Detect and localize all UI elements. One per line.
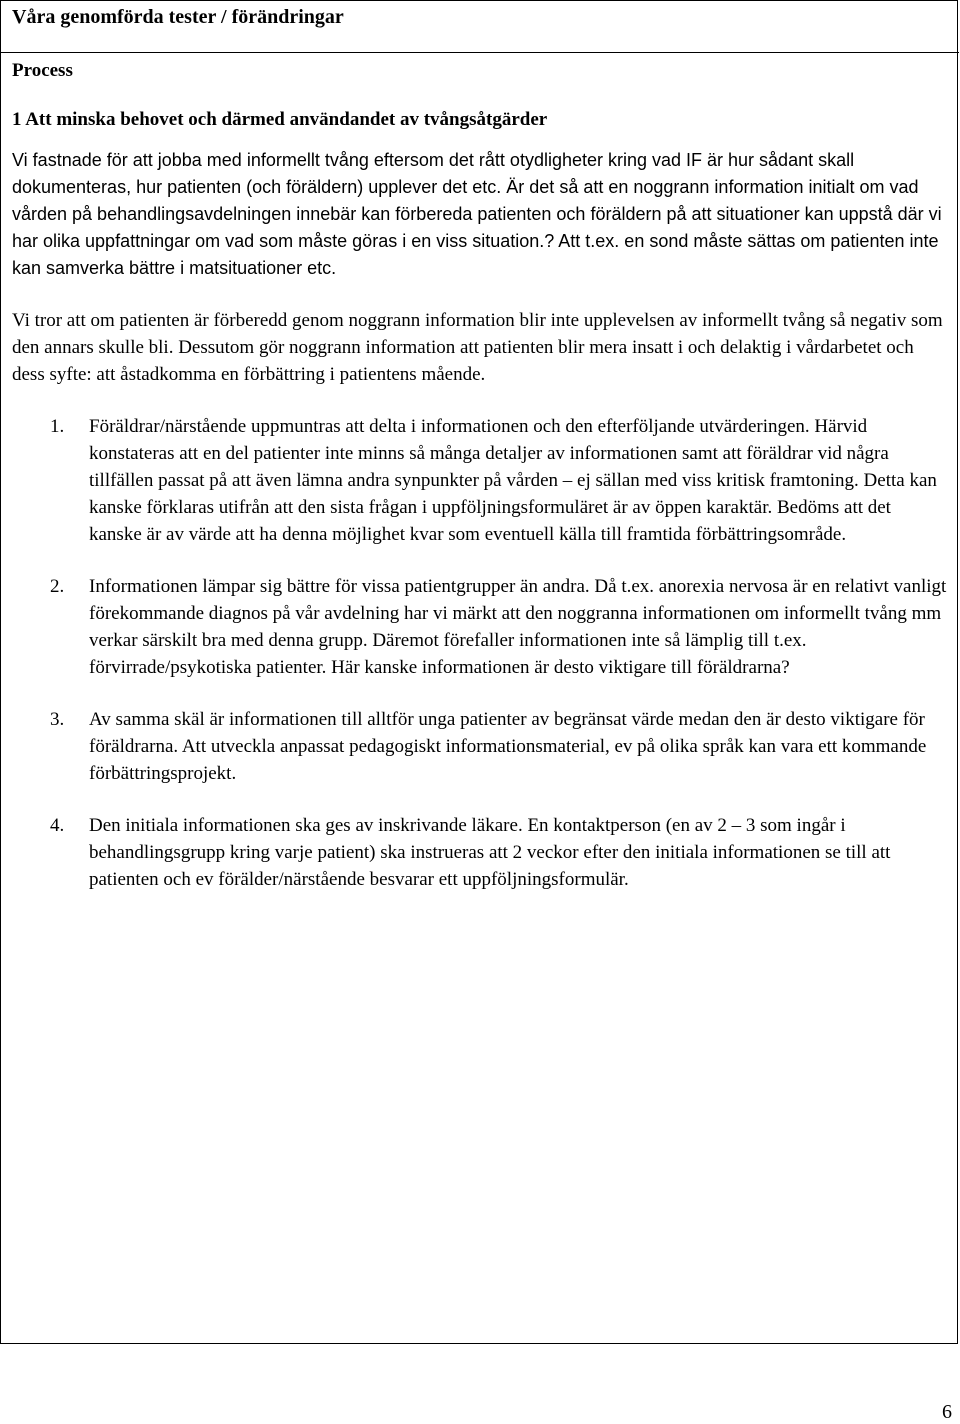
list-item: [12, 706, 947, 787]
list-item-number: 4.: [50, 815, 65, 836]
section-heading-goal: 1 Att minska behovet och därmed användandet av tvångsåtgärder: [12, 109, 548, 130]
list-item: [12, 812, 947, 893]
list-item: [12, 413, 947, 548]
list-item-number: 3.: [50, 709, 65, 730]
page-number: 6: [942, 1401, 952, 1423]
page-title: Våra genomförda tester / förändringar: [12, 6, 344, 28]
list-item: [12, 573, 947, 681]
paragraph-background: Vi fastnade för att jobba med informellt tvång eftersom det rått otydligheter kring vad IF är hur sådant skall dokumenteras, hur patienten (och föräldern) upplever det etc. Är det så att en noggrann information initialt om vad vården på behandlingsavdelningen innebär kan förbereda patienten och föräldern på att situationer kan uppstå där vi har olika uppfattningar om vad som måste göras i en viss situation.? Att t.ex. en sond måste sättas om patienten inte kan samverka bättre i matsituationer etc.: [12, 150, 942, 278]
list-item-text: Den initiala informationen ska ges av inskrivande läkare. En kontaktperson (en av 2 – 3 som ingår i behandlingsgrupp kring varje patient) ska instrueras att 2 veckor efter den initiala informationen se till att patienten och ev förälder/närstående besvarar ett uppföljningsformulär.: [89, 815, 891, 890]
list-item-number: 1.: [50, 416, 65, 437]
paragraph-rationale: Vi tror att om patienten är förberedd genom noggrann information blir inte upplevelsen av informellt tvång så negativ som den annars skulle bli. Dessutom gör noggrann information att patienten blir mera insatt i och delaktig i vårdarbetet och dess syfte: att åstadkomma en förbättring i patientens mående.: [12, 310, 943, 385]
list-item-number: 2.: [50, 576, 65, 597]
content-area: [12, 57, 947, 918]
list-item-text: Föräldrar/närstående uppmuntras att delta i informationen och den efterföljande utvärderingen. Härvid konstateras att en del patienter inte minns så många detaljer av informationen samt att föräldrar vid några tillfällen passat på att även lämna andra synpunkter på vården – ej sällan med viss kritisk framtoning. Detta kan kanske förklaras utifrån att den sista frågan i uppföljningsformuläret är av öppen karaktär. Bedöms att det kanske är av värde att ha denna möjlighet kvar som eventuell källa till framtida förbättringsområde.: [89, 416, 937, 545]
header-cell: [1, 1, 959, 53]
section-heading-process: Process: [12, 60, 73, 81]
list-item-text: Informationen lämpar sig bättre för vissa patientgrupper än andra. Då t.ex. anorexia nervosa är en relativt vanligt förekommande diagnos på vår avdelning har vi märkt att den noggranna informationen om informellt tvång mm verkar särskilt bra med denna grupp. Däremot förefaller informationen inte så lämplig till t.ex. förvirrade/psykotiska patienter. Här kanske informationen är desto viktigare till föräldrarna?: [89, 576, 947, 678]
list-item-text: Av samma skäl är informationen till alltför unga patienter av begränsat värde medan den är desto viktigare för föräldrarna. Att utveckla anpassat pedagogiskt informationsmaterial, ev på olika språk kan vara ett kommande förbättringsprojekt.: [89, 709, 927, 784]
numbered-list: [12, 413, 947, 893]
